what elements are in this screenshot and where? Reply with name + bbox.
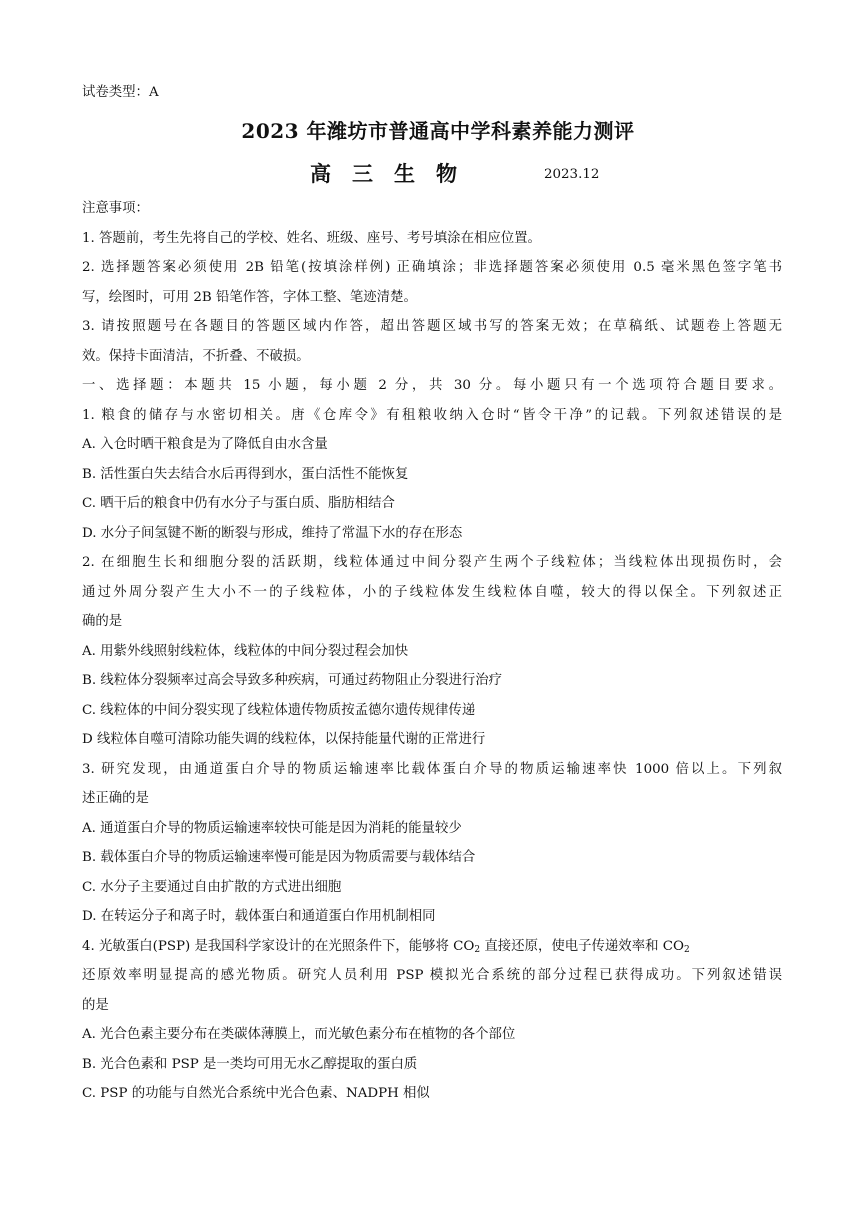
subject-row	[82, 156, 782, 192]
exam-date: 2023.12	[544, 167, 600, 182]
stem-text: 4. 光敏蛋白(PSP) 是我国科学家设计的在光照条件下，能够将 CO	[82, 938, 475, 954]
question-option: D. 在转运分子和离子时，载体蛋白和通道蛋白作用机制相同	[82, 909, 436, 924]
question-option: B. 载体蛋白介导的物质运输速率慢可能是因为物质需要与载体结合	[82, 850, 476, 865]
question-option: C. 线粒体的中间分裂实现了线粒体遗传物质按孟德尔遗传规律传递	[82, 702, 476, 718]
notice-item: 写，绘图时，可用 2B 铅笔作答，字体工整、笔迹清楚。	[82, 289, 417, 305]
question-option: A. 光合色素主要分布在类碳体薄膜上，而光敏色素分布在植物的各个部位	[82, 1027, 516, 1042]
question-option: A. 通道蛋白介导的物质运输速率较快可能是因为消耗的能量较少	[82, 820, 462, 836]
stem-text: 直接还原，使电子传递效率和 CO	[480, 938, 684, 954]
subscript: 2	[474, 944, 481, 955]
question-option: B. 活性蛋白失去结合水后再得到水，蛋白活性不能恢复	[82, 466, 409, 482]
question-stem: 2. 在细胞生长和细胞分裂的活跃期，线粒体通过中间分裂产生两个子线粒体；当线粒体出现损伤时，会	[82, 555, 782, 570]
exam-page	[82, 84, 782, 1109]
question-option: C. 晒干后的粮食中仍有水分子与蛋白质、脂肪相结合	[82, 496, 395, 511]
notice-heading: 注意事项：	[82, 201, 149, 216]
question-stem: 通过外周分裂产生大小不一的子线粒体，小的子线粒体发生线粒体自噬，较大的得以保全。下列叙述正	[82, 584, 782, 600]
exam-title: 2023 年潍坊市普通高中学科素养能力测评	[241, 119, 635, 143]
paper-type: 试卷类型：A	[82, 85, 159, 100]
question-option: D 线粒体自噬可清除功能失调的线粒体，以保持能量代谢的正常进行	[82, 732, 486, 747]
question-stem: 还原效率明显提高的感光物质。研究人员利用 PSP 模拟光合系统的部分过程已获得成功。下列叙述错误	[82, 968, 782, 983]
subject-title: 高三生物	[310, 161, 478, 186]
question-option: A. 入仓时晒干粮食是为了降低自由水含量	[82, 437, 328, 452]
question-option: B. 线粒体分裂频率过高会导致多种疾病，可通过药物阻止分裂进行治疗	[82, 673, 503, 688]
question-option: C. PSP 的功能与自然光合系统中光合色素、NADPH 相似	[82, 1086, 430, 1101]
question-stem: 述正确的是	[82, 791, 149, 806]
question-option: A. 用紫外线照射线粒体，线粒体的中间分裂过程会加快	[82, 643, 409, 659]
subscript: 2	[683, 944, 690, 955]
notice-item: 1. 答题前，考生先将自己的学校、姓名、班级、座号、考号填涂在相应位置。	[82, 230, 541, 246]
question-option: B. 光合色素和 PSP 是一类均可用无水乙醇提取的蛋白质	[82, 1056, 418, 1072]
notice-item: 3. 请按照题号在各题目的答题区域内作答，超出答题区域书写的答案无效；在草稿纸、试题卷上答题无	[82, 319, 782, 334]
notice-item: 2. 选择题答案必须使用 2B 铅笔(按填涂样例) 正确填涂；非选择题答案必须使用 0.5 毫米黑色签字笔书	[82, 260, 782, 275]
question-stem: 确的是	[82, 614, 123, 629]
section-heading: 一、选择题：本题共 15 小题，每小题 2 分，共 30 分。每小题只有一个选项符合题目要求。	[82, 378, 782, 393]
notice-item: 效。保持卡面清洁，不折叠、不破损。	[82, 348, 310, 364]
question-option: C. 水分子主要通过自由扩散的方式进出细胞	[82, 879, 342, 895]
question-stem: 3. 研究发现，由通道蛋白介导的物质运输速率比载体蛋白介导的物质运输速率快 1000 倍以上。下列叙	[82, 761, 782, 777]
question-stem: 1. 粮食的储存与水密切相关。唐《仓库令》有租粮收纳入仓时“皆令干净”的记载。下列叙述错误的是	[82, 407, 782, 423]
question-option: D. 水分子间氢键不断的断裂与形成，维持了常温下水的存在形态	[82, 525, 463, 541]
question-stem: 的是	[82, 997, 109, 1013]
question-stem	[82, 932, 782, 962]
